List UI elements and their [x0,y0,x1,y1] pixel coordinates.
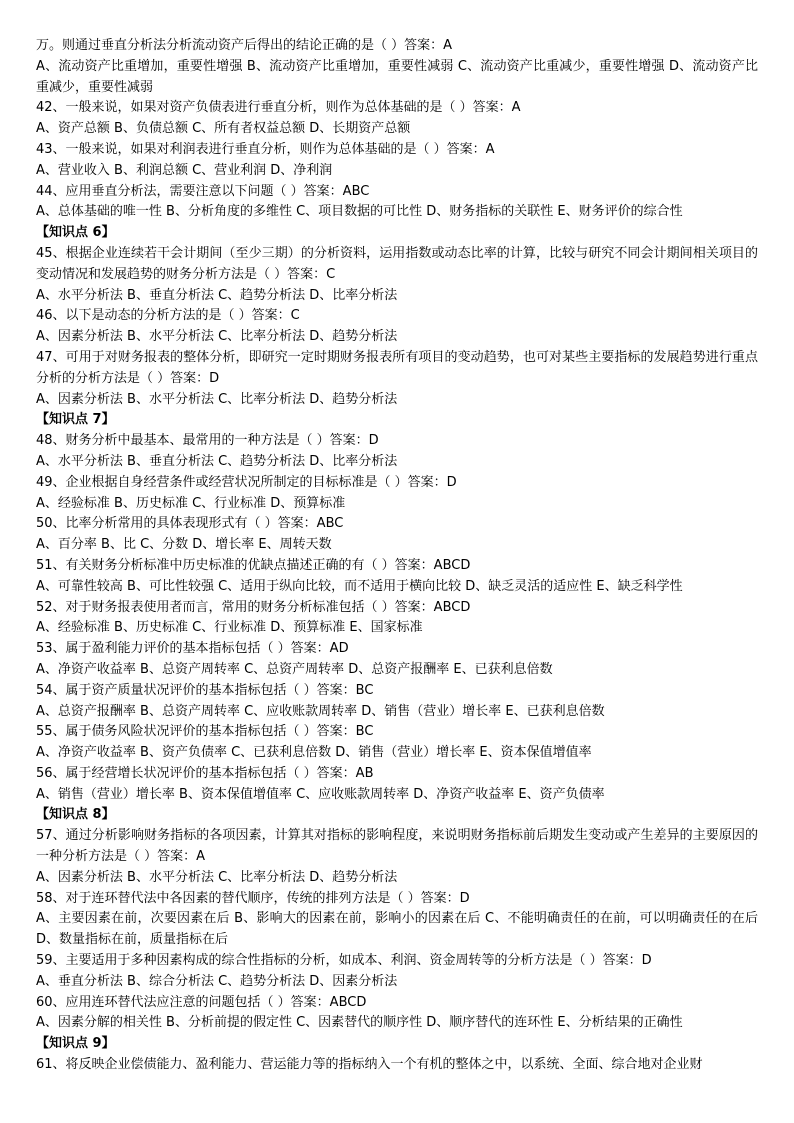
text-line: A、资产总额 B、负债总额 C、所有者权益总额 D、长期资产总额 [36,121,411,137]
text-line: A、因素分析法 B、水平分析法 C、比率分析法 D、趋势分析法 [36,869,398,885]
text-line: A、可靠性较高 B、可比性较强 C、适用于纵向比较，而不适用于横向比较 D、缺乏灵活的适应性 E、缺乏科学性 [36,578,683,594]
text-line: 52、对于财务报表使用者而言，常用的财务分析标准包括（ ）答案：ABCD [36,599,471,615]
text-line: A、净资产收益率 B、总资产周转率 C、总资产周转率 D、总资产报酬率 E、已获利息倍数 [36,661,553,677]
text-line: A、总资产报酬率 B、总资产周转率 C、应收账款周转率 D、销售（营业）增长率 E、已获利息倍数 [36,703,605,719]
text-line: A、垂直分析法 B、综合分析法 C、趋势分析法 D、因素分析法 [36,973,398,989]
text-line: A、因素分析法 B、水平分析法 C、比率分析法 D、趋势分析法 [36,329,398,345]
section-heading: 【知识点 6】 [36,225,115,241]
text-line: 46、以下是动态的分析方法的是（ ）答案：C [36,308,300,324]
text-line: A、水平分析法 B、垂直分析法 C、趋势分析法 D、比率分析法 [36,453,398,469]
text-line: 54、属于资产质量状况评价的基本指标包括（ ）答案：BC [36,682,374,698]
text-line: A、因素分解的相关性 B、分析前提的假定性 C、因素替代的顺序性 D、顺序替代的连环性 E、分析结果的正确性 [36,1015,683,1031]
section-heading: 【知识点 8】 [36,807,115,823]
text-line: A、水平分析法 B、垂直分析法 C、趋势分析法 D、比率分析法 [36,287,398,303]
text-line: 57、通过分析影响财务指标的各项因素，计算其对指标的影响程度，来说明财务指标前后期发生变动或产生差异的主要原因的一种分析方法是（ ）答案：A [36,828,758,865]
section-heading: 【知识点 9】 [36,1036,115,1052]
text-line: A、因素分析法 B、水平分析法 C、比率分析法 D、趋势分析法 [36,391,398,407]
text-line: A、经验标准 B、历史标准 C、行业标准 D、预算标准 [36,495,346,511]
section-heading: 【知识点 7】 [36,412,115,428]
text-line: A、百分率 B、比 C、分数 D、增长率 E、周转天数 [36,537,332,553]
text-line: 万。则通过垂直分析法分析流动资产后得出的结论正确的是（ ）答案：A [36,38,453,53]
text-line: A、净资产收益率 B、资产负债率 C、已获利息倍数 D、销售（营业）增长率 E、资本保值增值率 [36,745,592,761]
text-line: A、营业收入 B、利润总额 C、营业利润 D、净利润 [36,162,333,178]
text-line: 44、应用垂直分析法，需要注意以下问题（ ）答案：ABC [36,183,370,199]
text-line: 48、财务分析中最基本、最常用的一种方法是（ ）答案：D [36,433,379,449]
text-line: A、总体基础的唯一性 B、分析角度的多维性 C、项目数据的可比性 D、财务指标的关联性 E、财务评价的综合性 [36,204,683,220]
text-line: 53、属于盈利能力评价的基本指标包括（ ）答案：AD [36,641,349,657]
text-line: 47、可用于对财务报表的整体分析，即研究一定时期财务报表所有项目的变动趋势，也可对某些主要指标的发展趋势进行重点分析的分析方法是（ ）答案：D [36,349,758,386]
text-line: 58、对于连环替代法中各因素的替代顺序，传统的排列方法是（ ）答案：D [36,890,470,906]
text-line: A、经验标准 B、历史标准 C、行业标准 D、预算标准 E、国家标准 [36,620,423,636]
text-line: 60、应用连环替代法应注意的问题包括（ ）答案：ABCD [36,994,367,1010]
text-line: 61、将反映企业偿债能力、盈利能力、营运能力等的指标纳入一个有机的整体之中，以系统、全面、综合地对企业财 [36,1057,703,1073]
text-line: A、主要因素在前，次要因素在后 B、影响大的因素在前，影响小的因素在后 C、不能明确责任的在前，可以明确责任的在后 D、数量指标在前，质量指标在后 [36,911,758,948]
text-line: 43、一般来说，如果对利润表进行垂直分析，则作为总体基础的是（ ）答案：A [36,141,495,157]
text-line: 45、根据企业连续若干会计期间（至少三期）的分析资料，运用指数或动态比率的计算，比较与研究不同会计期间相关项目的变动情况和发展趋势的财务分析方法是（ ）答案：C [36,245,758,282]
text-line: 59、主要适用于多种因素构成的综合性指标的分析，如成本、利润、资金周转等的分析方法是（ ）答案：D [36,953,652,969]
text-line: A、流动资产比重增加，重要性增强 B、流动资产比重增加，重要性减弱 C、流动资产比重减少，重要性增强 D、流动资产比重减少，重要性减弱 [36,58,758,95]
text-line: 51、有关财务分析标准中历史标准的优缺点描述正确的有（ ）答案：ABCD [36,557,471,573]
text-line: 55、属于债务风险状况评价的基本指标包括（ ）答案：BC [36,724,374,740]
text-line: 49、企业根据自身经营条件或经营状况所制定的目标标准是（ ）答案：D [36,474,457,490]
text-line: 56、属于经营增长状况评价的基本指标包括（ ）答案：AB [36,765,374,781]
text-line: 42、一般来说，如果对资产负债表进行垂直分析，则作为总体基础的是（ ）答案：A [36,100,521,116]
text-line: A、销售（营业）增长率 B、资本保值增值率 C、应收账款周转率 D、净资产收益率 E、资产负债率 [36,786,605,802]
text-line: 50、比率分析常用的具体表现形式有（ ）答案：ABC [36,516,344,532]
